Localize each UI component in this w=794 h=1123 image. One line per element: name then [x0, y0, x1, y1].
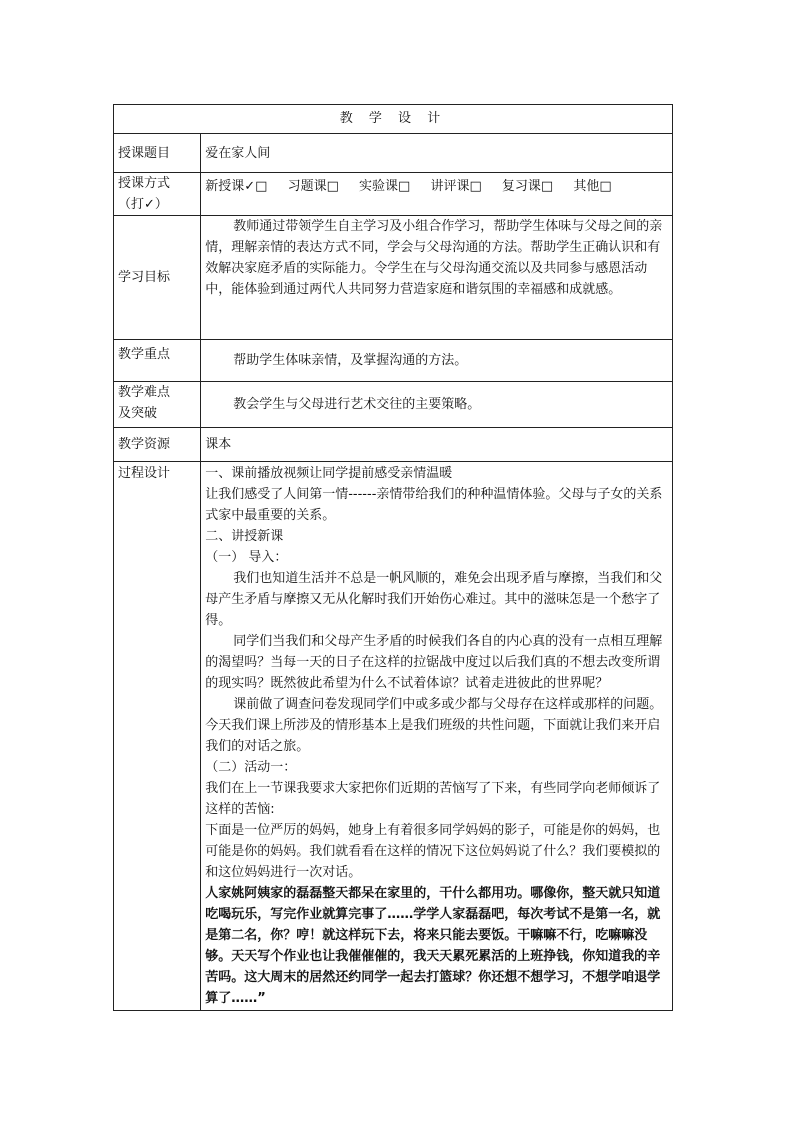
- difficulty-label: [114, 382, 201, 428]
- method-option-experiment[interactable]: 实验课□: [359, 179, 411, 194]
- method-option-new[interactable]: 新授课✓□: [205, 179, 268, 194]
- mother-quote: 人家姚阿姨家的磊磊整天都呆在家里的，干什么都用功。哪像你，整天就只知道吃喝玩乐，写完作业就算完事了……学学人家磊磊吧，每次考试不是第一名，就是第二名，你？哼！就这样玩下去，将来只能去要饭。干嘛嘛不行，吃嘛嘛没够。天天写个作业也让我催催催的，我天天累死累活的上班挣钱，你知道我的辛苦吗。这大周末的居然还约同学一起去打篮球？你还想不想学习，不想学咱退学算了……”: [205, 886, 661, 1006]
- intro-paragraph-1: 我们也知道生活并不总是一帆风顺的，难免会出现矛盾与摩擦，当我们和父母产生矛盾与摩擦又无从化解时我们开始伤心难过。其中的滋味怎是一个愁字了得。: [205, 571, 663, 628]
- subsection-intro-heading: （一） 导入：: [205, 550, 288, 565]
- intro-paragraph-3: 课前做了调查问卷发现同学们中或多或少都与父母存在这样或那样的问题。今天我们课上所涉及的情形基本上是我们班级的共性问题，下面就让我们来开启我们的对话之旅。: [205, 697, 663, 754]
- process-label: 过程设计: [114, 462, 201, 1011]
- lesson-plan-document: [113, 104, 673, 1011]
- goals-cell: [201, 216, 673, 340]
- difficulty-text: 教会学生与父母进行艺术交往的主要策略。: [233, 397, 481, 412]
- method-option-review-test[interactable]: 讲评课□: [430, 179, 482, 194]
- topic-value: 爱在家人间: [201, 134, 673, 173]
- subsection-activity-heading: （二）活动一：: [205, 760, 297, 775]
- section-1-heading: 一、课前播放视频让同学提前感受亲情温暖: [205, 466, 453, 481]
- difficulty-cell: [201, 382, 673, 428]
- key-text: 帮助学生体味亲情，及掌握沟通的方法。: [233, 353, 468, 368]
- document-title: 教 学 设 计: [114, 105, 673, 134]
- resource-value: 课本: [201, 428, 673, 462]
- method-label-line1: 授课方式: [118, 176, 171, 191]
- difficulty-label-line1: 教学难点: [118, 385, 171, 400]
- difficulty-label-line2: 及突破: [118, 406, 158, 421]
- method-label-line2: （打✓）: [118, 197, 168, 212]
- section-2-heading: 二、讲授新课: [205, 529, 284, 544]
- goals-label: 学习目标: [114, 216, 201, 340]
- section-1-text: 让我们感受了人间第一情------亲情带给我们的种种温情体验。父母与子女的关系式家中最重要的关系。: [205, 487, 663, 523]
- key-cell: [201, 340, 673, 382]
- method-option-revision[interactable]: 复习课□: [501, 179, 554, 194]
- goals-text: 教师通过带领学生自主学习及小组合作学习，帮助学生体味与父母之间的亲情，理解亲情的表达方式不同，学会与父母沟通的方法。帮助学生正确认识和有效解决家庭矛盾的实际能力。令学生在与父母沟通交流以及共同参与感恩活动中，能体验到通过两代人共同努力营造家庭和谐氛围的幸福感和成就感。: [205, 219, 663, 297]
- intro-paragraph-2: 同学们当我们和父母产生矛盾的时候我们各自的内心真的没有一点相互理解的渴望吗？当每一天的日子在这样的拉锯战中度过以后我们真的不想去改变所谓的现实吗？既然彼此希望为什么不试着体谅？试着走进彼此的世界呢？: [205, 634, 663, 691]
- method-option-other[interactable]: 其他□: [573, 179, 612, 194]
- topic-label: 授课题目: [114, 134, 201, 173]
- activity-paragraph-2: 下面是一位严厉的妈妈，她身上有着很多同学妈妈的影子，可能是你的妈妈，也可能是你的妈妈。我们就看看在这样的情况下这位妈妈说了什么？我们要模拟的和这位妈妈进行一次对话。: [205, 823, 661, 880]
- method-options: [201, 173, 673, 216]
- lesson-plan-table: [113, 104, 673, 1011]
- resource-label: 教学资源: [114, 428, 201, 462]
- activity-paragraph-1: 我们在上一节课我要求大家把你们近期的苦恼写了下来，有些同学向老师倾诉了这样的苦恼:: [205, 781, 661, 817]
- method-label: [114, 173, 201, 216]
- process-cell: [201, 462, 673, 1011]
- method-option-exercise[interactable]: 习题课□: [287, 179, 339, 194]
- key-label: 教学重点: [114, 340, 201, 382]
